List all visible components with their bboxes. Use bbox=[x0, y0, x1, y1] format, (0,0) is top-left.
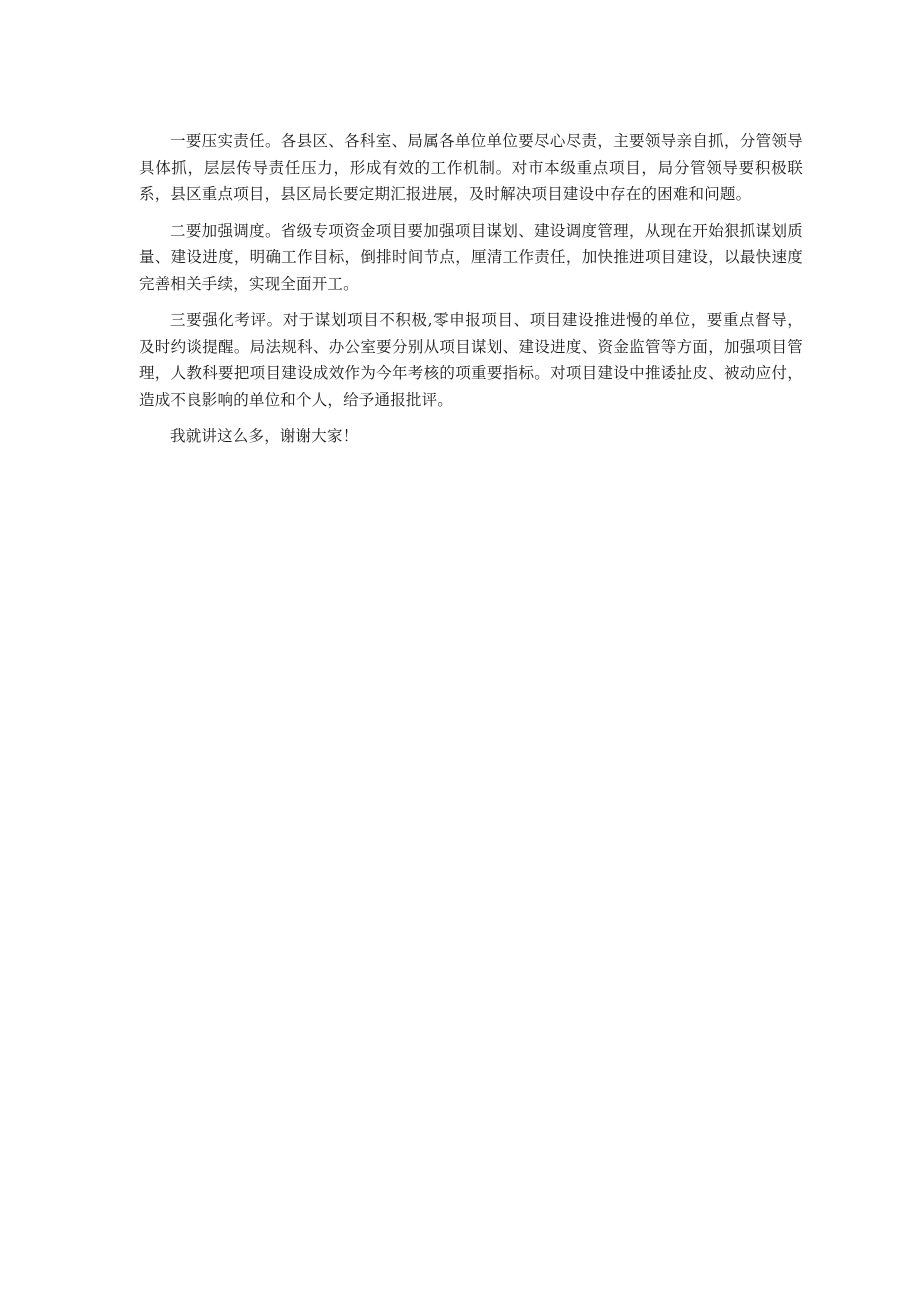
paragraph-evaluation: 三要强化考评。对于谋划项目不积极,零申报项目、项目建设推进慢的单位，要重点督导，及时约谈提醒。局法规科、办公室要分别从项目谋划、建设进度、资金监管等方面，加强项目管理，人教科要把项目建设成效作为今年考核的项重要指标。对项目建设中推诿扯皮、被动应付，造成不良影响的单位和个人，给予通报批评。 bbox=[139, 311, 803, 409]
document-body bbox=[139, 128, 803, 460]
paragraph-closing: 我就讲这么多，谢谢大家！ bbox=[170, 427, 359, 445]
paragraph-responsibility: 一要压实责任。各县区、各科室、局属各单位单位要尽心尽责，主要领导亲自抓，分管领导具体抓，层层传导责任压力，形成有效的工作机制。对市本级重点项目，局分管领导要积极联系，县区重点项目，县区局长要定期汇报进展，及时解决项目建设中存在的困难和问题。 bbox=[139, 132, 803, 203]
paragraph-scheduling: 二要加强调度。省级专项资金项目要加强项目谋划、建设调度管理，从现在开始狠抓谋划质量、建设进度，明确工作目标，倒排时间节点，厘清工作责任，加快推进项目建设，以最快速度完善相关手续，实现全面开工。 bbox=[139, 221, 803, 293]
